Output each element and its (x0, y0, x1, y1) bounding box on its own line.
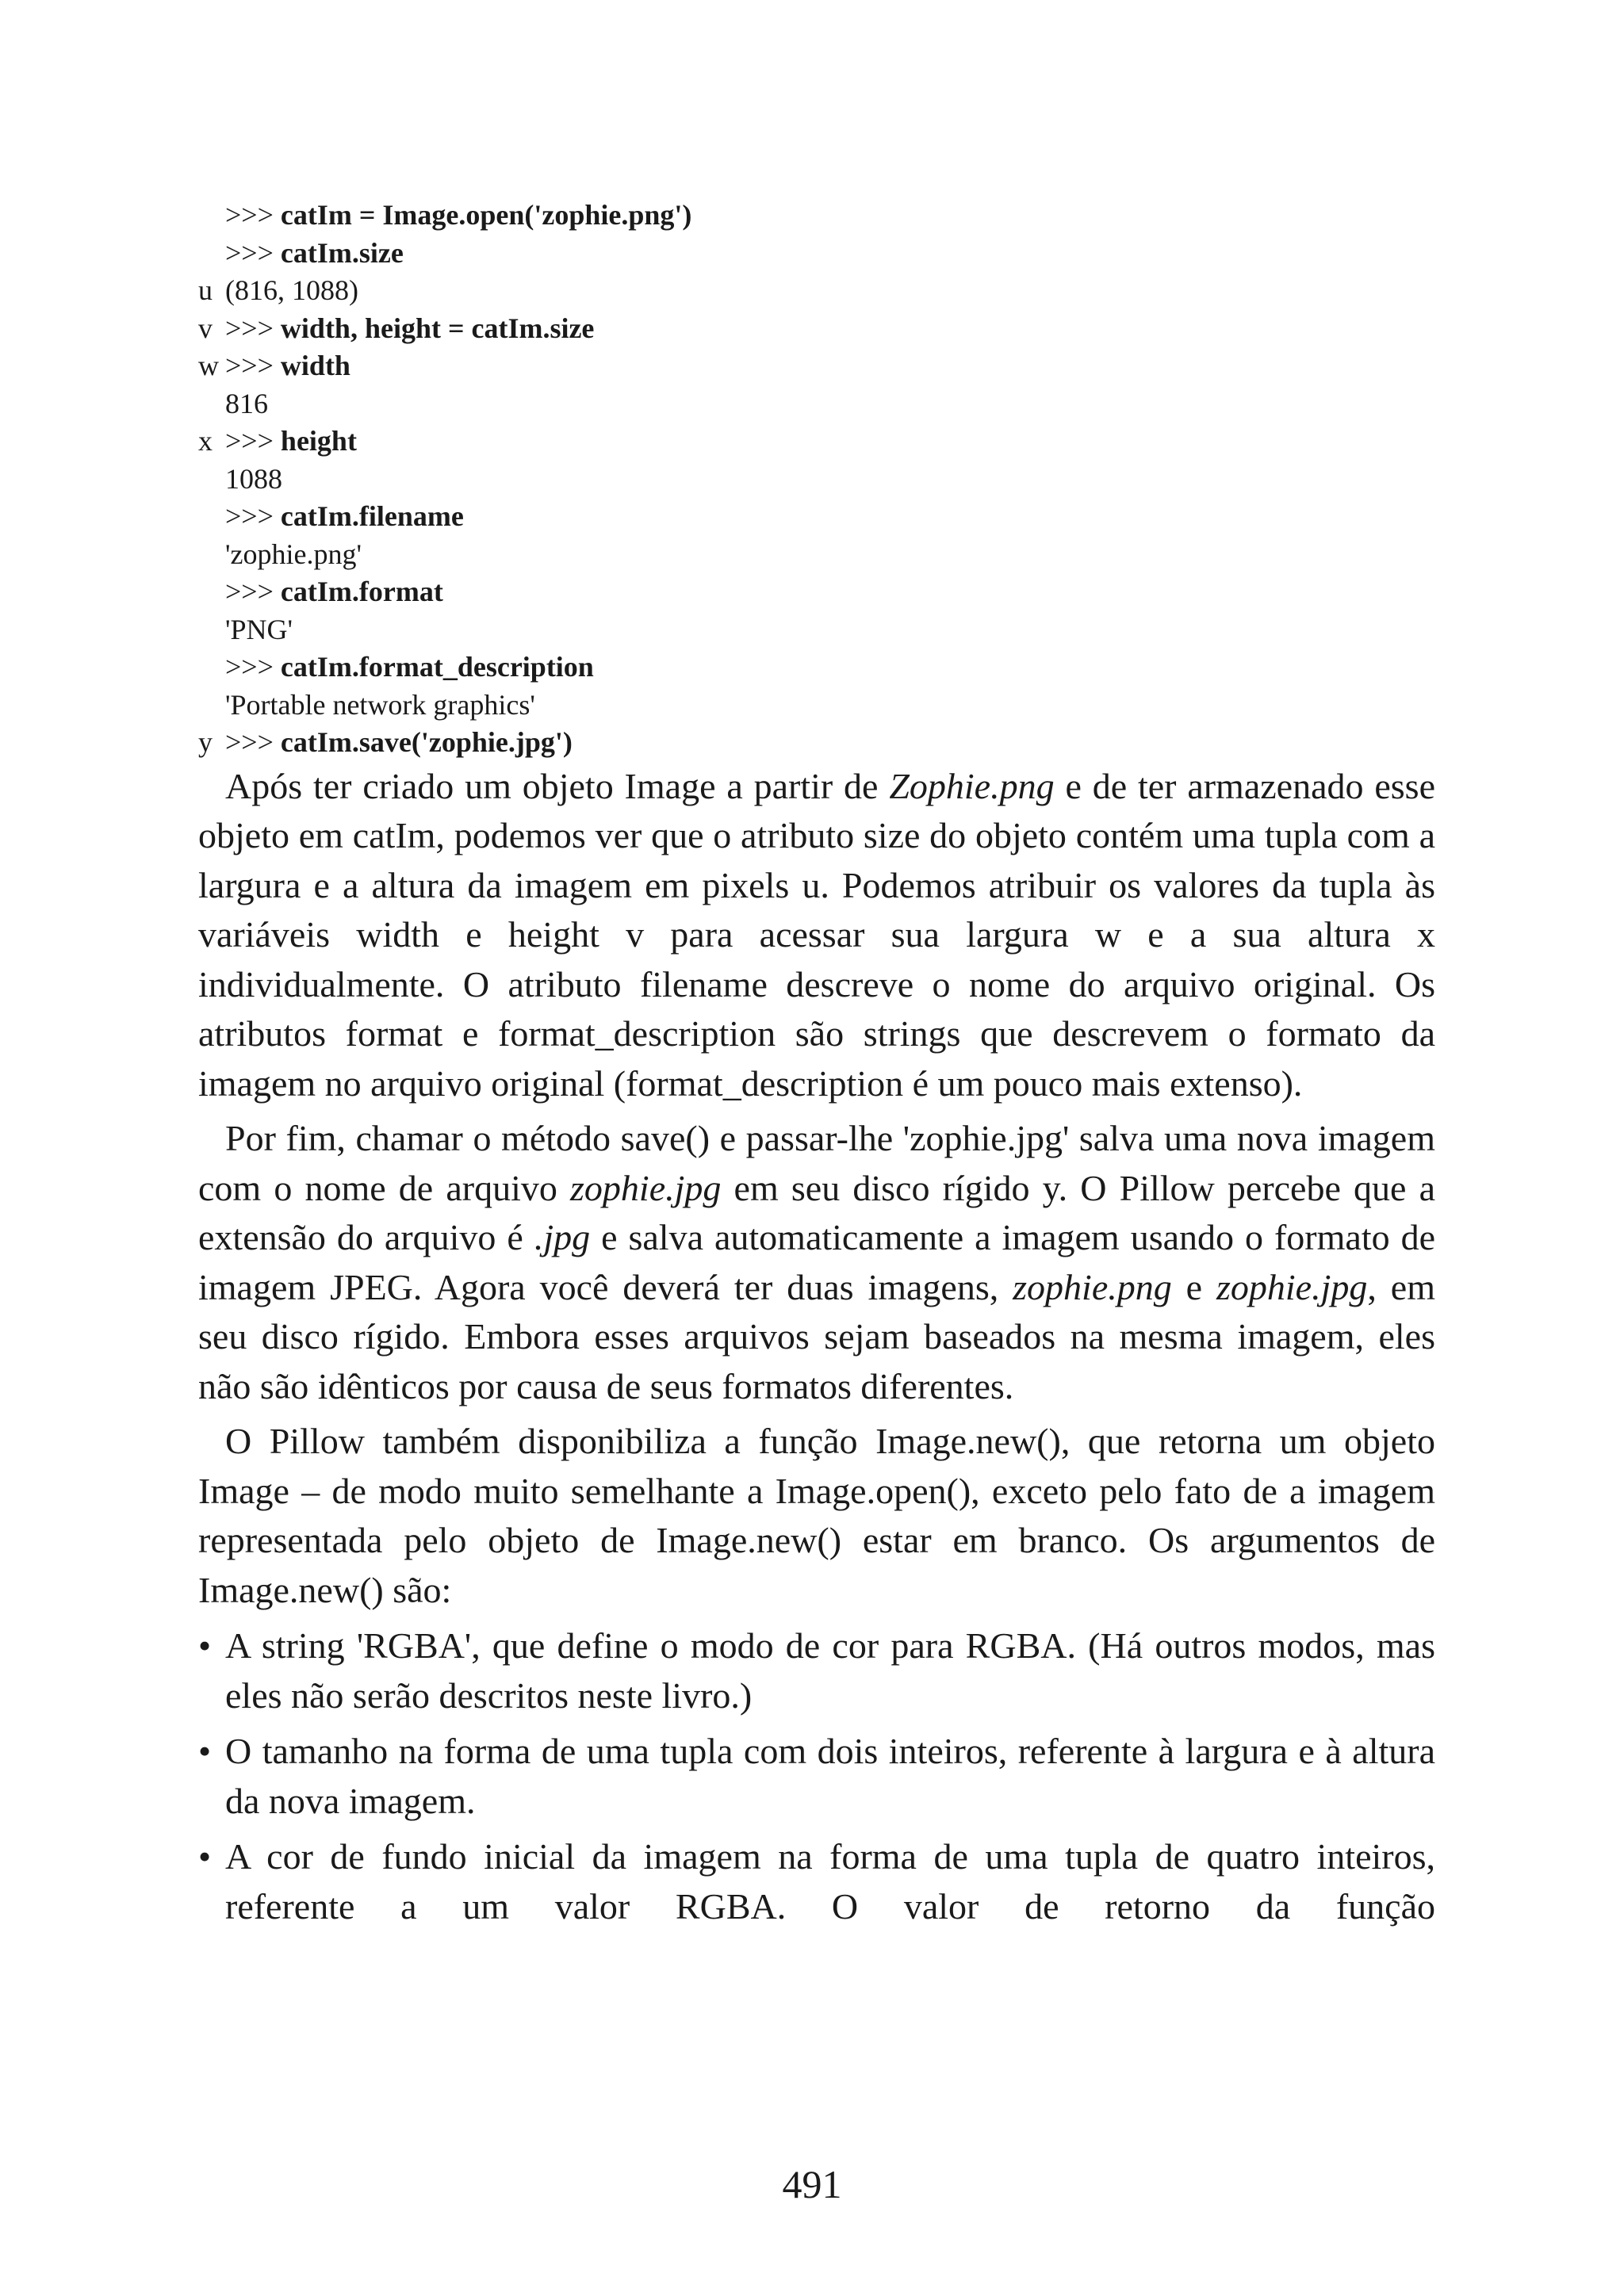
bullet-icon: • (198, 1836, 212, 1877)
code-command: catIm.format (280, 576, 443, 607)
code-output: 816 (225, 387, 268, 419)
code-annotation-marker: x (198, 425, 220, 457)
text-run: e (1171, 1266, 1216, 1307)
paragraph (198, 1114, 1435, 1411)
list-item (198, 1621, 1435, 1720)
code-line (198, 724, 1435, 762)
italic-filename: zophie.jpg (570, 1167, 722, 1208)
text-run: Após ter criado um objeto Image a partir de (225, 765, 890, 806)
text-run: em seu disco rígido y. O Pillow percebe que a extensão do arquivo é (198, 1167, 1435, 1257)
paragraph (198, 1417, 1435, 1615)
code-line (198, 573, 1435, 611)
code-line (198, 385, 1435, 423)
code-command: width, height = catIm.size (280, 312, 595, 344)
text-run: e de ter armazenado esse objeto em catIm, podemos ver que o atributo size do objeto contém uma tupla com a largura e a altura da imagem em pixels u. Podemos atribuir os valores da tupla às variáveis width e height v para acessar sua largura w e a sua altura x individualmente. O atributo filename descreve o nome do arquivo original. Os atributos format e format_description são strings que descrevem o formato da imagem no arquivo original (format_description é um pouco mais extenso). (198, 765, 1435, 1104)
paragraph (198, 762, 1435, 1109)
code-line (198, 423, 1435, 461)
code-prompt: >>> (225, 312, 281, 344)
code-command: catIm.filename (280, 500, 464, 532)
code-line (198, 272, 1435, 310)
italic-filename: .jpg (534, 1217, 591, 1257)
code-line (198, 310, 1435, 348)
text-run: Por fim, chamar o método save() e passar-lhe 'zophie.jpg' salva uma nova imagem com o nome de arquivo (198, 1118, 1435, 1208)
code-line (198, 498, 1435, 536)
list-item-text: O tamanho na forma de uma tupla com dois inteiros, referente à largura e à altura da nova imagem. (225, 1731, 1435, 1821)
page-number: 491 (782, 2162, 842, 2206)
argument-list (198, 1621, 1435, 1931)
body-text (198, 762, 1435, 1616)
code-prompt: >>> (225, 651, 281, 683)
code-command: height (280, 425, 357, 457)
code-output: (816, 1088) (225, 274, 358, 306)
list-item-text: A string 'RGBA', que define o modo de cor para RGBA. (Há outros modos, mas eles não serão descritos neste livro.) (225, 1625, 1435, 1716)
code-block (198, 197, 1435, 762)
code-prompt: >>> (225, 576, 281, 607)
code-prompt: >>> (225, 350, 281, 381)
code-line (198, 461, 1435, 499)
code-command: width (280, 350, 350, 381)
list-item (198, 1832, 1435, 1931)
list-item-text: A cor de fundo inicial da imagem na forma de uma tupla de quatro inteiros, referente a um valor RGBA. O valor de retorno da função (225, 1836, 1435, 1927)
page-content (198, 197, 1435, 1938)
code-line (198, 687, 1435, 725)
text-run: , em seu disco rígido. Embora esses arquivos sejam baseados na mesma imagem, eles não são idênticos por causa de seus formatos diferentes. (198, 1266, 1435, 1406)
code-command: catIm.save('zophie.jpg') (280, 726, 573, 758)
bullet-icon: • (198, 1731, 212, 1771)
code-annotation-marker: w (198, 350, 226, 381)
code-output: 'zophie.png' (225, 538, 362, 570)
list-item (198, 1727, 1435, 1826)
code-line (198, 611, 1435, 649)
code-prompt: >>> (225, 500, 281, 532)
code-line (198, 235, 1435, 273)
code-line (198, 649, 1435, 687)
code-line (198, 536, 1435, 574)
code-annotation-marker: v (198, 312, 220, 344)
code-output: 'PNG' (225, 613, 293, 645)
text-run: O Pillow também disponibiliza a função Image.new(), que retorna um objeto Image – de modo muito semelhante a Image.open(), exceto pelo fato de a imagem representada pelo objeto de Image.new() estar em branco. Os argumentos de Image.new() são: (198, 1421, 1435, 1610)
code-prompt: >>> (225, 199, 281, 231)
italic-filename: Zophie.png (889, 765, 1055, 806)
italic-filename: zophie.png (1013, 1266, 1172, 1307)
code-line (198, 197, 1435, 235)
bullet-icon: • (198, 1625, 212, 1666)
text-run: e salva automaticamente a imagem usando o formato de imagem JPEG. Agora você deverá ter duas imagens, (198, 1217, 1435, 1307)
code-annotation-marker: y (198, 726, 220, 758)
code-annotation-marker: u (198, 274, 220, 306)
italic-filename: zophie.jpg (1216, 1266, 1368, 1307)
code-prompt: >>> (225, 726, 281, 758)
code-line (198, 347, 1435, 385)
code-prompt: >>> (225, 236, 281, 269)
code-command: catIm.format_description (280, 651, 594, 683)
code-output: 1088 (225, 462, 282, 495)
code-output: 'Portable network graphics' (225, 688, 535, 721)
code-command: catIm = Image.open('zophie.png') (280, 199, 692, 231)
code-command: catIm.size (280, 236, 404, 269)
code-prompt: >>> (225, 425, 281, 457)
